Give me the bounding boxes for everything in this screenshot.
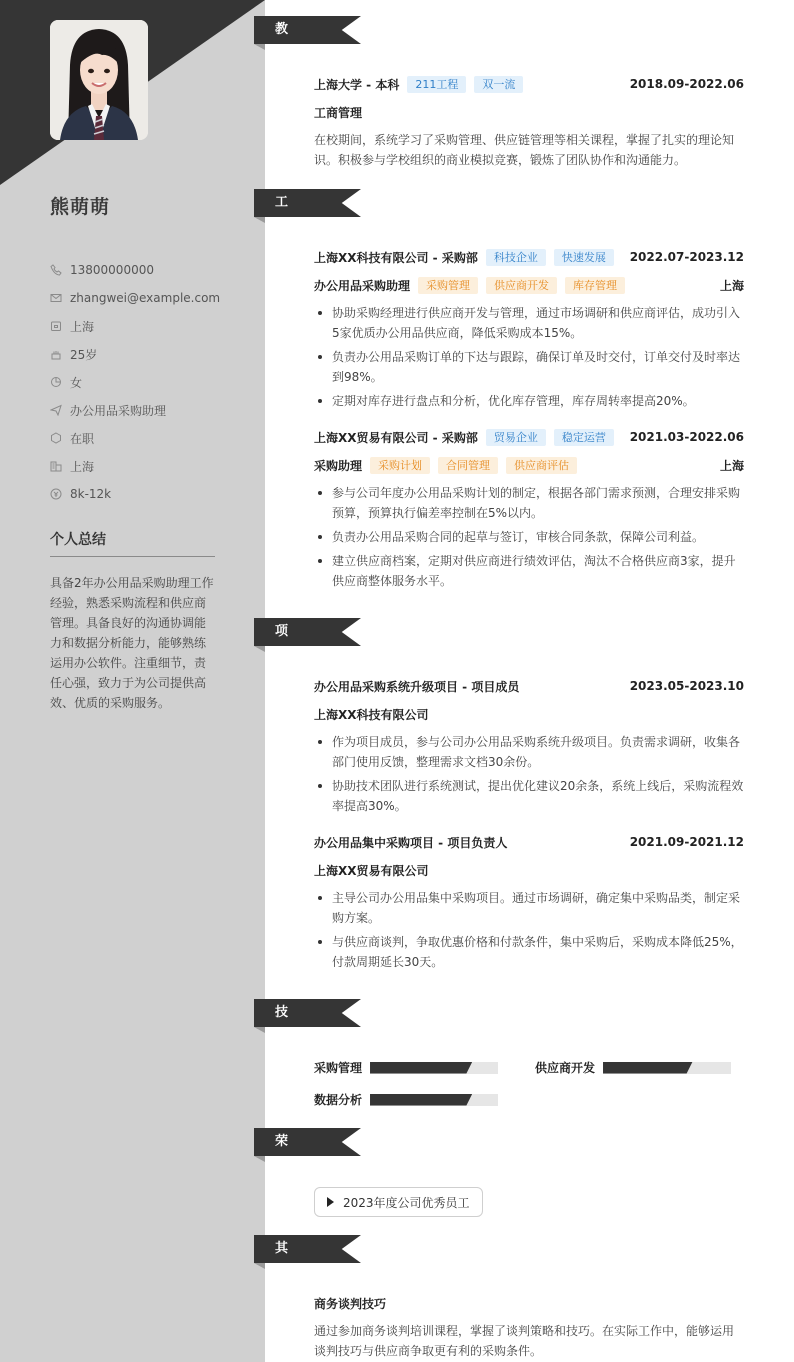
work-company-row	[314, 248, 744, 266]
info-salary	[50, 480, 220, 508]
company-tag: 快速发展	[554, 249, 614, 266]
skill-bar-fill	[370, 1062, 472, 1074]
work-role-row	[314, 456, 744, 474]
company-tag: 贸易企业	[486, 429, 546, 446]
school-tag: 211工程	[407, 76, 466, 93]
project-header	[314, 677, 744, 695]
position-text: 办公用品采购助理	[70, 403, 167, 418]
project-date: 2021.09-2021.12	[629, 835, 744, 849]
info-hometown	[50, 312, 220, 340]
work-bullets	[314, 483, 744, 595]
work-date: 2021.03-2022.06	[629, 430, 744, 444]
school-tag: 双一流	[474, 76, 523, 93]
company-name: 上海XX贸易有限公司 - 采购部	[314, 430, 478, 445]
email-icon	[50, 292, 62, 304]
profile-photo	[50, 20, 148, 140]
info-city	[50, 452, 220, 480]
info-age	[50, 340, 220, 368]
avatar-illustration	[50, 20, 148, 140]
summary-divider	[50, 556, 215, 557]
skill-bar	[370, 1062, 498, 1074]
profile-name: 熊萌萌	[50, 196, 111, 218]
email-text: zhangwei@example.com	[70, 291, 221, 305]
info-phone	[50, 256, 220, 284]
list-item: 与供应商谈判，争取优惠价格和付款条件，集中采购后，采购成本降低25%，付款周期延长30天。	[314, 932, 744, 972]
skill-item	[314, 1091, 498, 1108]
city-text: 上海	[70, 459, 95, 474]
age-text: 25岁	[70, 347, 98, 362]
role-tag: 供应商评估	[506, 457, 577, 474]
info-email	[50, 284, 220, 312]
education-date: 2018.09-2022.06	[629, 77, 744, 91]
skill-name: 采购管理	[314, 1061, 363, 1075]
role-name: 采购助理	[314, 458, 363, 473]
other-desc: 通过参加商务谈判培训课程，掌握了谈判策略和技巧。在实际工作中，能够运用谈判技巧与供应商争取更有利的采购条件。	[314, 1324, 735, 1358]
skill-name: 数据分析	[314, 1093, 363, 1107]
phone-icon	[50, 264, 62, 276]
school-name: 上海大学 - 本科	[314, 77, 400, 92]
skill-item	[314, 1059, 498, 1076]
list-item: 主导公司办公用品集中采购项目。通过市场调研，确定集中采购品类，制定采购方案。	[314, 888, 744, 928]
major: 工商管理	[314, 105, 363, 120]
summary-text: 具备2年办公用品采购助理工作经验，熟悉采购流程和供应商管理。具备良好的沟通协调能力和数据分析能力，能够熟练运用办公软件。注重细节，责任心强，致力于为公司提供高效、优质的采购服务。	[50, 576, 214, 710]
list-item: 作为项目成员，参与公司办公用品采购系统升级项目。负责需求调研，收集各部门使用反馈，整理需求文档30余份。	[314, 732, 744, 772]
award-text: 2023年度公司优秀员工	[343, 1195, 470, 1210]
list-item: 负责办公用品采购合同的起草与签订，审核合同条款，保障公司利益。	[314, 527, 744, 547]
info-position	[50, 396, 220, 424]
section-title: 荣誉奖项	[275, 1134, 290, 1233]
role-name: 办公用品采购助理	[314, 278, 411, 293]
status-icon	[50, 432, 62, 444]
other-title: 商务谈判技巧	[314, 1296, 387, 1311]
section-title: 教育经历	[275, 22, 290, 121]
phone-text: 13800000000	[70, 263, 154, 277]
role-tag: 供应商开发	[486, 277, 557, 294]
work-city: 上海	[719, 458, 744, 473]
info-status	[50, 424, 220, 452]
skill-bar	[370, 1094, 498, 1106]
project-company: 上海XX贸易有限公司	[314, 863, 429, 878]
work-date: 2022.07-2023.12	[629, 250, 744, 264]
skill-bar-fill	[370, 1094, 472, 1106]
education-header	[314, 75, 744, 93]
role-tag: 库存管理	[565, 277, 625, 294]
salary-icon	[50, 488, 62, 500]
list-item: 参与公司年度办公用品采购计划的制定，根据各部门需求预测，合理安排采购预算，预算执行偏差率控制在5%以内。	[314, 483, 744, 523]
gender-icon	[50, 376, 62, 388]
skill-item	[535, 1059, 731, 1076]
list-item: 负责办公用品采购订单的下达与跟踪，确保订单及时交付，订单交付及时率达到98%。	[314, 347, 744, 387]
city-icon	[50, 460, 62, 472]
project-company: 上海XX科技有限公司	[314, 707, 429, 722]
play-triangle-icon	[327, 1197, 334, 1207]
project-company-row	[314, 861, 744, 879]
list-item: 建立供应商档案，定期对供应商进行绩效评估，淘汰不合格供应商3家，提升供应商整体服务水平。	[314, 551, 744, 591]
contact-info-list	[50, 256, 220, 508]
sidebar	[0, 0, 265, 1362]
education-desc: 在校期间，系统学习了采购管理、供应链管理等相关课程，掌握了扎实的理论知识。积极参与学校组织的商业模拟竞赛，锻炼了团队协作和沟通能力。	[314, 133, 735, 167]
list-item: 定期对库存进行盘点和分析，优化库存管理，库存周转率提高20%。	[314, 391, 744, 411]
project-title: 办公用品集中采购项目 - 项目负责人	[314, 835, 508, 850]
section-title: 工作经历	[275, 195, 290, 294]
project-title: 办公用品采购系统升级项目 - 项目成员	[314, 679, 520, 694]
role-tag: 采购管理	[418, 277, 478, 294]
project-header	[314, 833, 744, 851]
summary-title: 个人总结	[50, 532, 106, 548]
hometown-text: 上海	[70, 319, 95, 334]
role-tag: 合同管理	[438, 457, 498, 474]
main-content	[265, 0, 794, 1362]
list-item: 协助采购经理进行供应商开发与管理，通过市场调研和供应商评估，成功引入5家优质办公用品供应商，降低采购成本15%。	[314, 303, 744, 343]
section-title: 项目经历	[275, 624, 290, 723]
other-title-row	[314, 1294, 744, 1312]
project-company-row	[314, 705, 744, 723]
skill-bar	[603, 1062, 731, 1074]
salary-text: 8k-12k	[70, 487, 112, 501]
project-bullets	[314, 732, 744, 820]
company-tag: 科技企业	[486, 249, 546, 266]
skill-name: 供应商开发	[535, 1061, 596, 1075]
work-city: 上海	[719, 278, 744, 293]
info-gender	[50, 368, 220, 396]
company-name: 上海XX科技有限公司 - 采购部	[314, 250, 478, 265]
section-title: 其他信息	[275, 1241, 290, 1340]
project-bullets	[314, 888, 744, 976]
award-item	[314, 1187, 483, 1217]
home-icon	[50, 320, 62, 332]
company-tag: 稳定运营	[554, 429, 614, 446]
work-company-row	[314, 428, 744, 446]
position-icon	[50, 404, 62, 416]
project-date: 2023.05-2023.10	[629, 679, 744, 693]
gender-text: 女	[70, 375, 83, 390]
skill-bar-fill	[603, 1062, 693, 1074]
work-bullets	[314, 303, 744, 415]
list-item: 协助技术团队进行系统测试，提出优化建议20余条，系统上线后，采购流程效率提高30%。	[314, 776, 744, 816]
education-major-row	[314, 103, 744, 121]
age-icon	[50, 348, 62, 360]
work-role-row	[314, 276, 744, 294]
section-title: 技能专长	[275, 1005, 290, 1104]
role-tag: 采购计划	[370, 457, 430, 474]
status-text: 在职	[70, 431, 95, 446]
